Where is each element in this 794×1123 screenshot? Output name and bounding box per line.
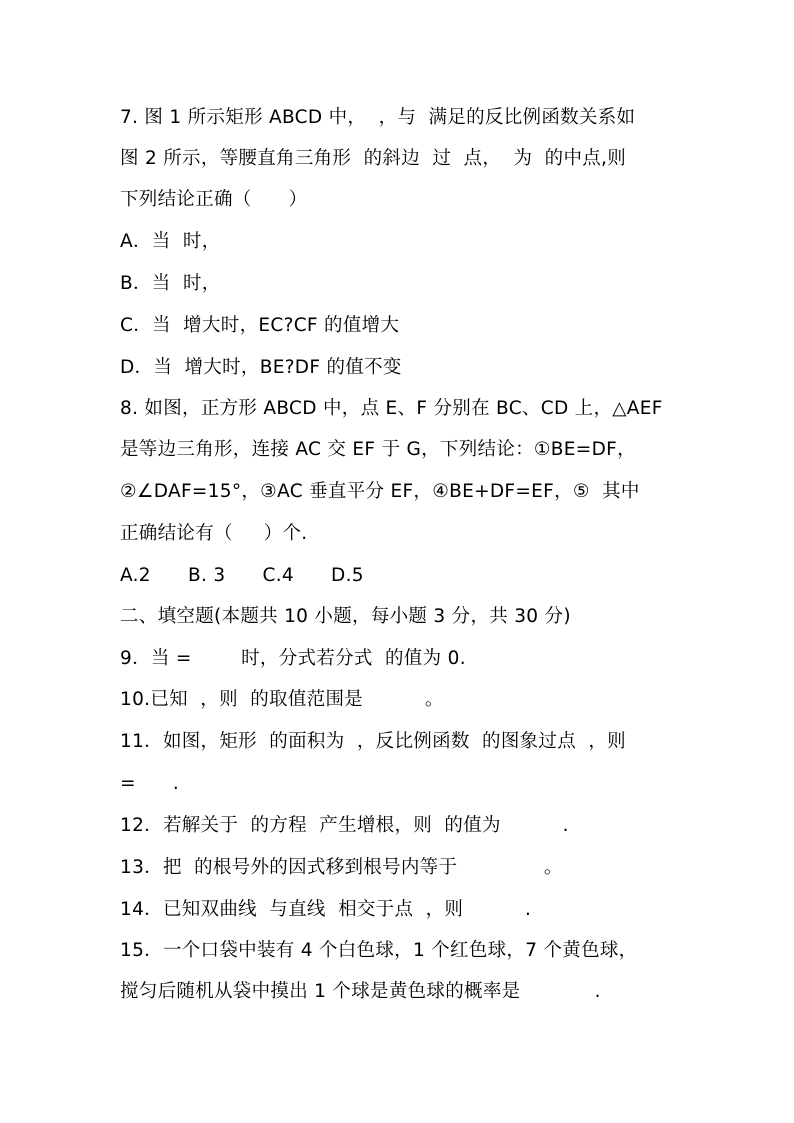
section-heading: 二、填空题(本题共 10 小题，每小题 3 分，共 30 分) <box>120 606 571 627</box>
q15-line-1: 15．一个口袋中装有 4 个白色球，1 个红色球，7 个黄色球， <box>120 940 638 961</box>
q10: 10.已知 ，则 的取值范围是 。 <box>120 689 444 710</box>
q8-options: A.2 B. 3 C.4 D.5 <box>120 565 364 586</box>
q7-line-2: 图 2 所示，等腰直角三角形 的斜边 过 点， 为 的中点,则 <box>120 148 627 169</box>
q7-line-3: 下列结论正确（ ） <box>120 189 308 210</box>
q7-line-1: 7. 图 1 所示矩形 ABCD 中， ，与 满足的反比例函数关系如 <box>120 107 636 128</box>
q8-line-4: 正确结论有（ ）个. <box>120 523 308 544</box>
q7-option-d: D．当 增大时，BE?DF 的值不变 <box>120 357 402 378</box>
q9: 9．当 = 时，分式若分式 的值为 0. <box>120 648 466 669</box>
q14: 14．已知双曲线 与直线 相交于点 ，则 . <box>120 899 532 920</box>
q7-option-c: C．当 增大时，EC?CF 的值增大 <box>120 315 400 336</box>
q15-line-2: 搅匀后随机从袋中摸出 1 个球是黄色球的概率是 . <box>120 981 601 1002</box>
q12: 12．若解关于 的方程 产生增根，则 的值为 . <box>120 815 569 836</box>
q8-line-3: ②∠DAF=15°，③AC 垂直平分 EF，④BE+DF=EF，⑤ 其中 <box>120 481 640 502</box>
q7-option-b: B．当 时， <box>120 273 221 294</box>
q8-line-2: 是等边三角形，连接 AC 交 EF 于 G，下列结论：①BE=DF， <box>120 439 636 460</box>
q11-line-1: 11．如图，矩形 的面积为 ，反比例函数 的图象过点 ，则 <box>120 731 626 752</box>
q11-line-2: = . <box>120 773 180 794</box>
q8-line-1: 8. 如图，正方形 ABCD 中，点 E、F 分别在 BC、CD 上，△AEF <box>120 398 663 419</box>
q7-option-a: A．当 时， <box>120 231 221 252</box>
q13: 13．把 的根号外的因式移到根号内等于 。 <box>120 857 563 878</box>
